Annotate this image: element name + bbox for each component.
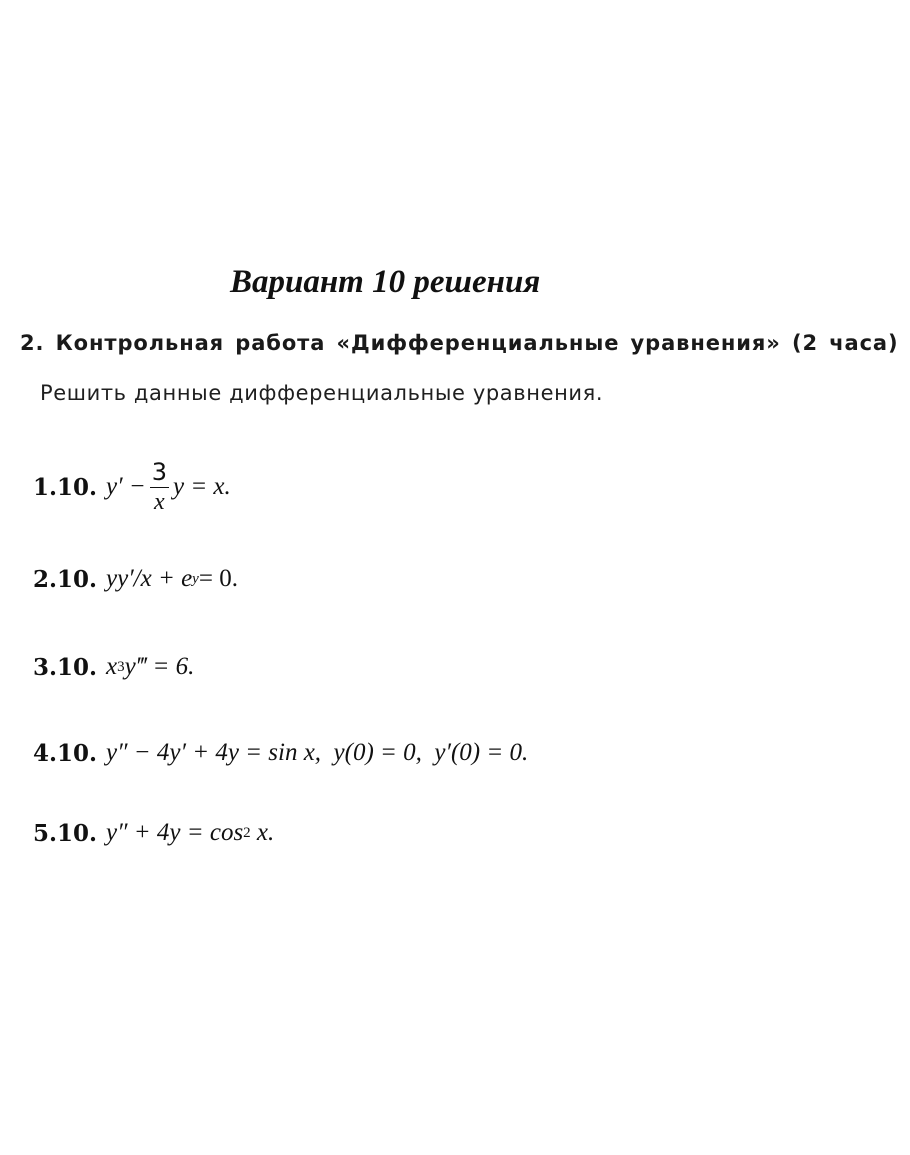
problem-2	[33, 544, 238, 614]
equation-superscript: y	[192, 570, 199, 587]
equation-main: y″ + 4y = cos	[106, 819, 244, 846]
work-heading: 2. Контрольная работа «Дифференциальные уравнения» (2 часа)	[20, 331, 899, 355]
fraction-numerator: 3	[151, 458, 167, 486]
equation-rhs: y = x.	[172, 473, 231, 500]
fraction-denominator: x	[154, 489, 165, 515]
problem-equation	[106, 653, 194, 681]
equation-tail: y‴ = 6.	[124, 653, 195, 680]
problem-4	[33, 718, 528, 788]
problem-equation	[106, 819, 274, 847]
problem-number: 1.10.	[33, 473, 98, 501]
equation-lhs: y′ −	[106, 473, 146, 500]
problem-number: 5.10.	[33, 819, 98, 847]
equation-superscript: 2	[243, 824, 251, 841]
equation-tail: = 0.	[198, 565, 238, 592]
problem-number: 2.10.	[33, 565, 98, 593]
problem-equation	[106, 565, 238, 593]
equation-tail: x.	[250, 819, 275, 846]
equation-main: yy′/x + e	[106, 565, 193, 592]
variant-title: Вариант 10 решения	[230, 264, 541, 300]
equation-base: x	[106, 653, 118, 680]
problem-1	[33, 452, 231, 522]
problem-number: 3.10.	[33, 653, 98, 681]
problem-3	[33, 632, 194, 702]
equation-superscript: 3	[117, 658, 125, 675]
problem-5	[33, 798, 274, 868]
problem-equation	[106, 460, 231, 514]
instruction-text: Решить данные дифференциальные уравнения.	[40, 381, 604, 405]
problem-equation: y″ − 4y′ + 4y = sin x, y(0) = 0, y′(0) = 0.	[106, 739, 529, 766]
problem-number: 4.10.	[33, 739, 98, 767]
fraction	[150, 460, 169, 514]
